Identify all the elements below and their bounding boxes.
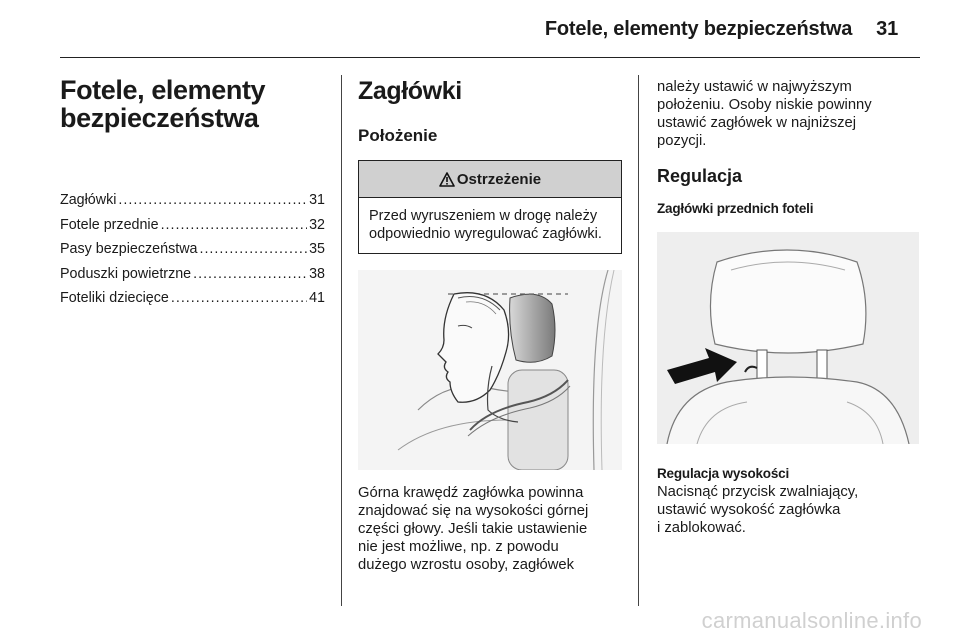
headrest-position-column — [358, 76, 622, 574]
warning-text: Przed wyruszeniem w drogę należy odpowiednio wyregulować zagłówki. — [369, 208, 602, 242]
section-title: Zagłówki — [358, 77, 462, 105]
height-adjust-title: Regulacja wysokości — [657, 466, 790, 481]
toc-label: Zagłówki — [60, 192, 117, 208]
toc-entry-zaglowki[interactable] — [60, 192, 325, 217]
chapter-title-line-2: bezpieczeństwa — [60, 103, 259, 133]
toc-page: 35 — [309, 241, 325, 257]
toc-label: Pasy bezpieczeństwa — [60, 241, 198, 257]
toc-label: Foteliki dziecięce — [60, 290, 169, 306]
toc-leader — [171, 290, 307, 306]
running-header-title: Fotele, elementy bezpieczeństwa — [544, 18, 853, 40]
toc-label: Fotele przednie — [60, 216, 159, 233]
subsection-title: Położenie — [358, 126, 438, 145]
header-rule — [60, 57, 920, 58]
warning-title: Ostrzeżenie — [456, 170, 542, 188]
regulation-title: Regulacja — [657, 166, 743, 186]
front-headrest-illustration — [657, 232, 919, 444]
toc-leader — [193, 266, 307, 282]
page-number: 31 — [876, 18, 898, 40]
toc-entry-fotele-przednie[interactable] — [60, 217, 325, 242]
toc-leader — [118, 192, 307, 208]
chapter-title — [60, 76, 325, 132]
column-divider-1 — [341, 75, 342, 606]
toc-page: 41 — [309, 290, 325, 306]
toc-page: 31 — [309, 192, 325, 208]
toc-leader — [161, 217, 308, 233]
height-adjust-text: Nacisnąć przycisk zwalniający, ustawić wysokość zagłówka i zablokować. — [657, 484, 859, 536]
column-divider-2 — [638, 75, 639, 606]
running-header — [545, 18, 898, 41]
watermark: carmanualsonline.info — [701, 608, 922, 633]
warning-box — [358, 160, 622, 254]
position-paragraph-continued: należy ustawić w najwyższym położeniu. Osoby niskie powinny ustawić zagłówek w najniższej pozycji. — [657, 79, 872, 149]
toc-page: 38 — [309, 265, 325, 282]
toc-entry-pasy[interactable] — [60, 241, 325, 266]
warning-header — [359, 161, 621, 198]
toc-entry-poduszki[interactable] — [60, 266, 325, 291]
warning-triangle-icon — [439, 172, 455, 187]
chapter-title-line-1: Fotele, elementy — [60, 75, 266, 105]
headrest-adjustment-column — [657, 78, 919, 537]
toc-entry-foteliki[interactable] — [60, 290, 325, 315]
front-headrests-title: Zagłówki przednich foteli — [657, 201, 814, 216]
toc-leader — [199, 241, 307, 257]
toc-label: Poduszki powietrzne — [60, 265, 192, 282]
table-of-contents — [60, 192, 325, 315]
position-paragraph: Górna krawędź zagłówka powinna znajdować się na wysokości górnej części głowy. Jeśli takie ustawienie nie jest możliwe, np. z powodu dużego wzrostu osoby, zagłówek — [358, 485, 589, 573]
headrest-position-illustration — [358, 270, 622, 470]
chapter-column — [60, 76, 325, 315]
toc-page: 32 — [309, 216, 325, 233]
